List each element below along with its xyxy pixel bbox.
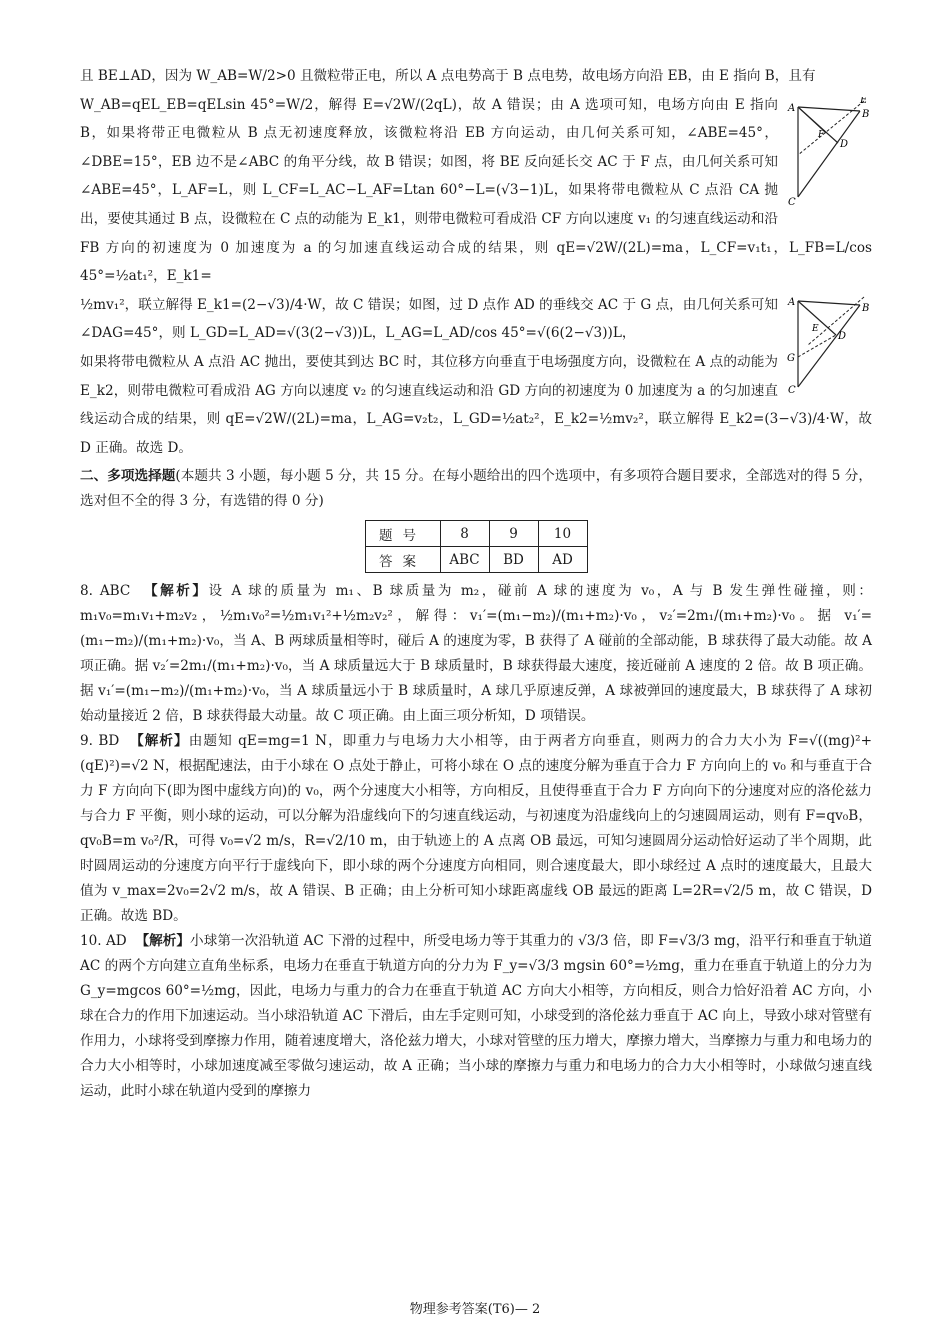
question-8-solution [80, 579, 872, 729]
page-footer: 物理参考答案(T6)— 2 [409, 1302, 541, 1317]
table-answer-10: AD [538, 547, 587, 573]
label-B: B [862, 302, 870, 314]
q9-answer: 9. BD [80, 733, 120, 750]
label-E: E [860, 96, 868, 106]
q9-text: 由题知 qE=mg=1 N，即重力与电场力大小相等，由于两者方向垂直，则两力的合力大小为 F=√((mg)²+(qE)²)=√2 N，根据配速法，由于小球在 O 点处于静止，可将小球在 O 点的速度分解为垂直于合力 F 方向向上的 v₀ 和与垂直于合力 F 方向向下(即为图中虚线方向)的 v₀，两个分速度大小相等，方向相反，且使得垂直于合力 F 方向向下的分速度对应的洛伦兹力与合力 F 平衡，则小球的运动，可以分解为沿虚线向下的匀速直线运动，与初速度为沿虚线向上的匀速圆周运动，则有 F=qv₀B，qv₀B=m v₀²/R，可得 v₀=√2 m/s，R=√2/10 m，由于轨迹上的 A 点离 OB 最远，可知匀速圆周分运动恰好运动了半个周期，此时圆周运动的分速度方向平行于虚线向下，即小球的两个分速度方向相同，则合速度最大，即小球经过 A 点时的速度最大，且最大值为 v_max=2v₀=2√2 m/s，故 A 错误、B 正确；由上分析可知小球距离虚线 OB 最远的距离 L=2R=√2/5 m，故 C 错误，D 正确。故选 BD。 [80, 733, 873, 925]
q8-answer: 8. ABC [80, 583, 131, 600]
part1-para2: W_AB=qEL_EB=qELsin 45°=W/2，解得 E=√2W/(2qL)，故 A 错误；由 A 选项可知，电场方向由 E 指向 B，如果将带正电微粒从 B 点无初速度释放，该微粒将沿 EB 方向运动，由几何关系可知，∠ABE=45°，∠DBE=15°，EB 边不是∠ABC 的角平分线，故 B 错误；如图，将 BE 反向延长交 AC 于 F 点，由几何关系可知∠ABE=45°，L_AF=L，则 L_CF=L_AC−L_AF=Ltan 60°−L=(√3−1)L，如果将带电微粒从 C 点沿 CA 抛出，要使其通过 B 点，设微粒在 C 点的动能为 E_k1，则带电微粒可看成沿 CF 方向以速度 v₁ 的匀速直线运动和沿 FB 方向的初速度为 0 加速度为 a 的匀加速直线运动合成的结果，则 qE=√2W/(2L)=ma，L_CF=v₁t₁，L_FB=L/cos 45°=½at₁²，E_k1= [80, 96, 872, 285]
answer-table-row-numbers [365, 521, 587, 547]
question-10-solution [80, 929, 872, 1104]
section2-description: (本题共 3 小题，每小题 5 分，共 15 分。在每小题给出的四个选项中，有多项符合题目要求，全部选对的得 5 分，选对但不全的得 3 分，有选错的得 0 分) [80, 468, 872, 510]
label-D: D [840, 138, 849, 150]
figure-triangle-1 [786, 97, 872, 209]
label-G: G [787, 352, 795, 364]
question-9-solution [80, 729, 872, 929]
q10-answer: 10. AD [80, 933, 127, 950]
triangle-diagram-1 [786, 97, 872, 209]
section2-header [80, 464, 872, 514]
section2-heading: 二、多项选择题 [80, 468, 176, 485]
table-number-9: 9 [489, 521, 538, 547]
figure-triangle-2 [786, 295, 872, 395]
label-C: C [788, 384, 796, 395]
q10-tag: 【解析】 [135, 933, 191, 950]
answer-table [365, 520, 588, 573]
part1-para3: ½mv₁²，联立解得 E_k1=(2−√3)/4·W，故 C 错误；如图，过 D 点作 AD 的垂线交 AC 于 G 点，由几何关系可知∠DAG=45°，则 L_GD=L_AD=√(3(2−√3))L，L_AG=L_AD/cos 45°=√(6(2−√3))L， [80, 296, 778, 342]
q8-text: 设 A 球的质量为 m₁、B 球质量为 m₂，碰前 A 球的速度为 v₀，A 与 B 发生弹性碰撞，则：m₁v₀=m₁v₁+m₂v₂，½m₁v₀²=½m₁v₁²+½m₂v₂²，解得：v₁′=(m₁−m₂)/(m₁+m₂)·v₀，v₂′=2m₁/(m₁+m₂)·v₀。据 v₁′=(m₁−m₂)/(m₁+m₂)·v₀，当 A、B 两球质量相等时，碰后 A 的速度为零，B 获得了 A 碰前的全部动能，B 球获得了最大动能。故 A 项正确。据 v₂′=2m₁/(m₁+m₂)·v₀，当 A 球质量远大于 B 球质量时，B 球获得最大速度，接近碰前 A 速度的 2 倍。故 B 项正确。据 v₁′=(m₁−m₂)/(m₁+m₂)·v₀，当 A 球质量远小于 B 球质量时，A 球几乎原速反弹，A 球被弹回的速度最大，B 球获得了 A 球初始动量接近 2 倍，B 球获得最大动量。故 C 项正确。由上面三项分析知，D 项错误。 [80, 583, 872, 725]
table-label-answer: 答案 [365, 547, 440, 573]
part1-line1: 且 BE⊥AD，因为 W_AB=W/2>0 且微粒带正电，所以 A 点电势高于 B 点电势，故电场方向沿 EB，由 E 指向 B，且有 [80, 68, 816, 84]
label-F: F [818, 129, 825, 140]
label-E: E [812, 323, 819, 334]
label-A: A [788, 102, 796, 114]
triangle-diagram-2 [786, 295, 872, 395]
table-label-number: 题号 [365, 521, 440, 547]
q8-tag: 【解析】 [144, 583, 209, 600]
q9-tag: 【解析】 [130, 733, 189, 750]
label-A: A [788, 296, 796, 308]
table-answer-9: BD [489, 547, 538, 573]
label-C: C [788, 196, 796, 208]
q10-text: 小球第一次沿轨道 AC 下滑的过程中，所受电场力等于其重力的 √3/3 倍，即 F=√3/3 mg，沿平行和垂直于轨道 AC 的两个方向建立直角坐标系，电场力在垂直于轨道方向的分力为 F_y=√3/3 mgsin 60°=½mg，重力在垂直于轨道上的分力为 G_y=mgcos 60°=½mg，因此，电场力与重力的合力在垂直于轨道 AC 方向大小相等，方向相反，则合力恰好沿着 AC 方向，小球在合力的作用下加速运动。当小球沿轨道 AC 下滑后，由左手定则可知，小球受到的洛伦兹力垂直于 AC 向上，导致小球对管壁有作用力，小球将受到摩擦力作用，随着速度增大，洛伦兹力增大，小球对管壁的压力增大，摩擦力增大，当摩擦力与重力和电场力的合力大小相等时，小球加速度减至零做匀速运动，故 A 正确；当小球的摩擦力与重力和电场力的合力大小相等时，小球做匀速直线运动，此时小球在轨道内受到的摩擦力 [80, 933, 873, 1100]
table-number-8: 8 [440, 521, 489, 547]
table-number-10: 10 [538, 521, 587, 547]
label-D: D [838, 330, 847, 342]
table-answer-8: ABC [440, 547, 489, 573]
answer-table-row-answers [365, 547, 587, 573]
part1-para4: 如果将带电微粒从 A 点沿 AC 抛出，要使其到达 BC 时，其位移方向垂直于电场强度方向，设微粒在 A 点的动能为 E_k2，则带电微粒可看成沿 AG 方向以速度 v₂ 的匀速直线运动和沿 GD 方向的初速度为 0 加速度为 a 的匀加速直线运动合成的结果，则 qE=√2W/(2L)=ma，L_AG=v₂t₂，L_GD=½at₂²，E_k2=½mv₂²，联立解得 E_k2=(3−√3)/4·W，故 D 正确。故选 D。 [80, 353, 872, 456]
label-B: B [862, 108, 870, 120]
answer-page [80, 62, 872, 1104]
